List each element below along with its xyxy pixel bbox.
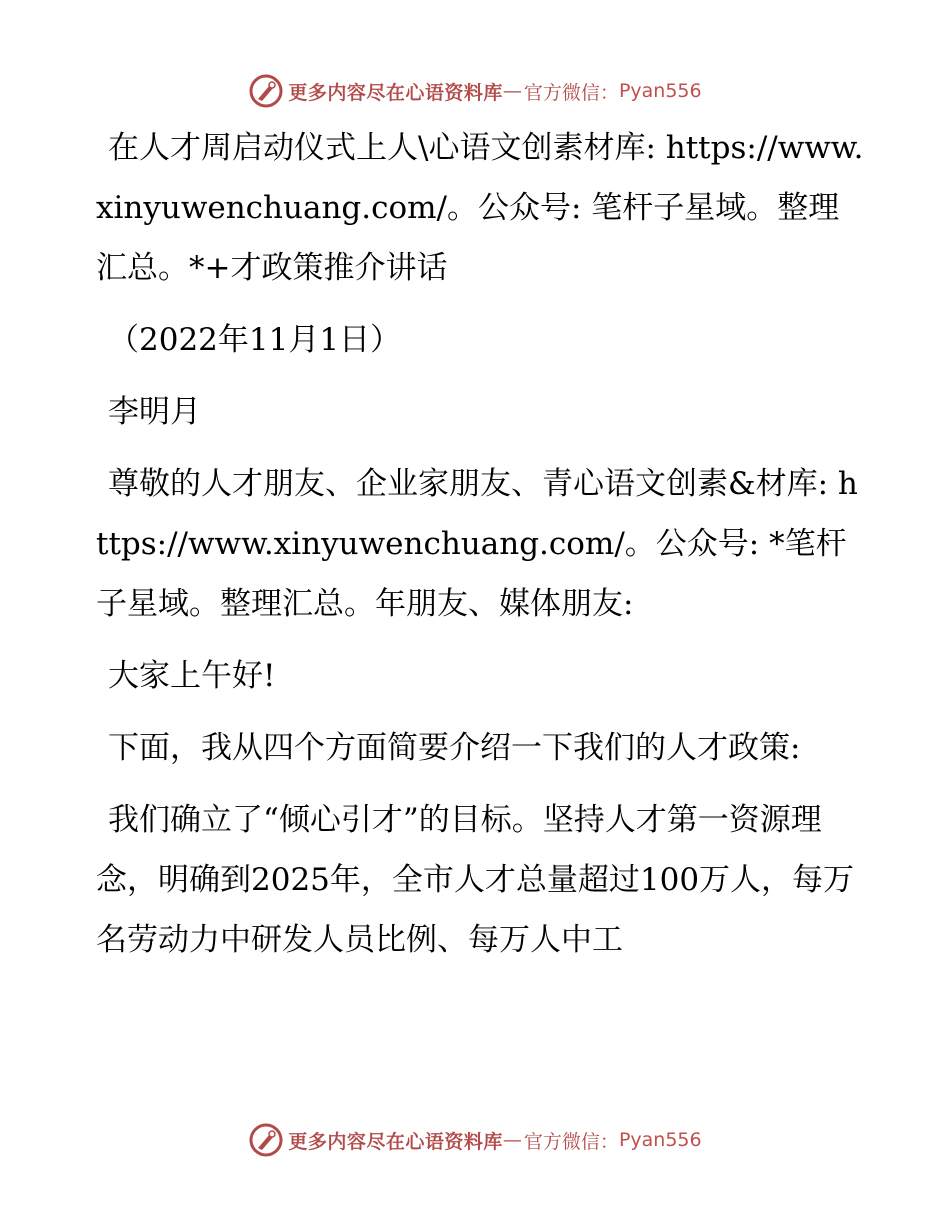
header-wechat-label: 官方微信： <box>523 81 619 104</box>
document-body <box>96 118 866 982</box>
header-banner <box>0 71 950 111</box>
paragraph-hello: 大家上午好! <box>108 658 276 694</box>
pen-logo-icon <box>248 73 284 109</box>
header-separator: — <box>502 80 522 102</box>
footer-brand: 更多内容尽在心语资料库 <box>288 1130 503 1153</box>
pen-logo-icon <box>248 1122 284 1158</box>
document-title: 在人才周启动仪式上人\心语文创素材库: https://www.xinyuwenchuang.com/。公众号: 笔杆子星域。整理汇总。*+才政策推介讲话 <box>96 130 864 286</box>
footer-banner <box>0 1120 950 1160</box>
document-date: （2022年11月1日） <box>108 322 402 358</box>
footer-wechat-label: 官方微信： <box>523 1130 619 1153</box>
paragraph-goal: 我们确立了“倾心引才”的目标。坚持人才第一资源理念，明确到2025年，全市人才总量超过100万人，每万名劳动力中研发人员比例、每万人中工 <box>96 802 855 958</box>
header-brand: 更多内容尽在心语资料库 <box>288 81 503 104</box>
header-wechat-id: Pyan556 <box>618 80 702 102</box>
footer-wechat-id: Pyan556 <box>618 1129 702 1151</box>
document-author: 李明月 <box>108 394 201 430</box>
footer-separator: — <box>502 1129 522 1151</box>
paragraph-intro: 下面，我从四个方面简要介绍一下我们的人才政策: <box>108 730 801 766</box>
paragraph-greeting: 尊敬的人才朋友、企业家朋友、青心语文创素&材库: https://www.xinyuwenchuang.com/。公众号: *笔杆子星域。整理汇总。年朋友、媒体朋友: <box>96 466 858 622</box>
